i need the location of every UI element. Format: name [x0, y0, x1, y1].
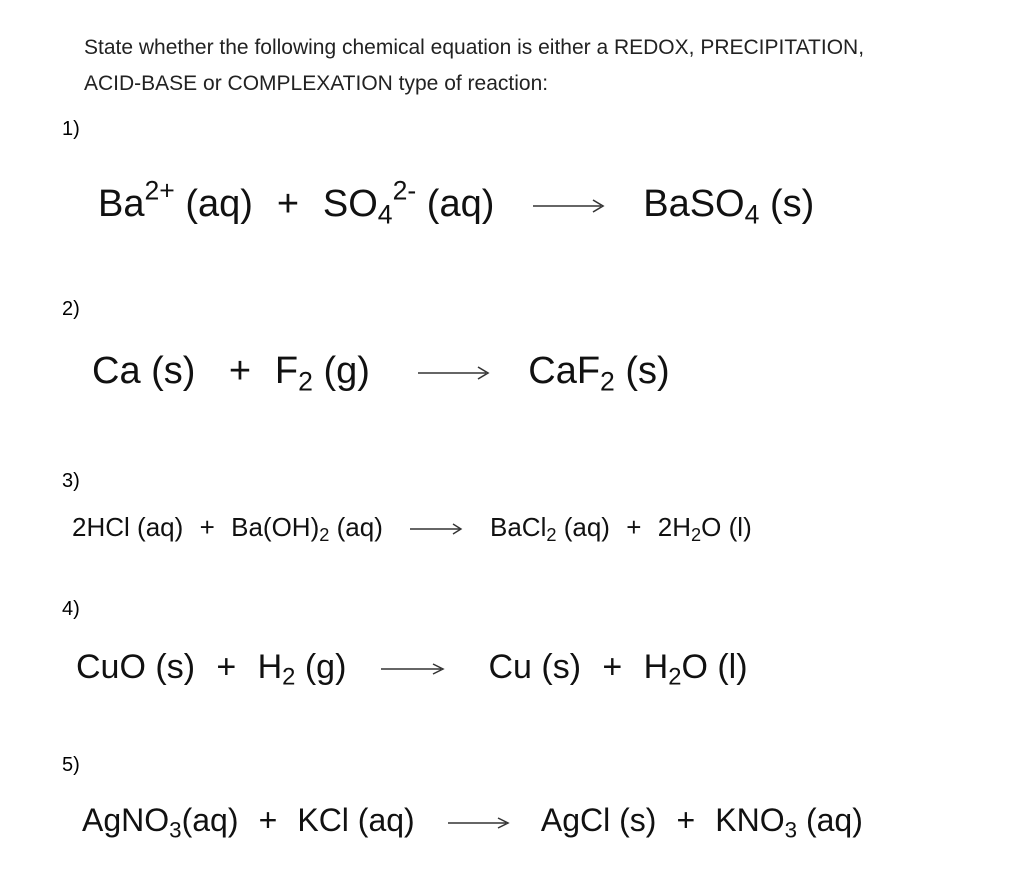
prompt-line-2: ACID-BASE or COMPLEXATION type of reaction: [84, 72, 549, 95]
species: CuO [76, 648, 146, 686]
species: $KNO_3$ [715, 802, 798, 843]
state-label: (s) [541, 648, 582, 686]
question-number-2: 2) [62, 298, 80, 320]
plus-sign: + [626, 512, 642, 542]
state-label: (s) [619, 802, 657, 838]
species: $H_2$ [257, 648, 296, 691]
state-label: (aq) [357, 802, 415, 838]
species: AgCl [540, 802, 611, 838]
prompt-line-1: State whether the following chemical equation is either a REDOX, PRECIPITATION, [84, 36, 865, 59]
equation-1 [98, 175, 815, 230]
question-prompt [84, 30, 864, 102]
question-number-3: 3) [62, 470, 80, 492]
plus-sign: + [676, 802, 696, 838]
state-label: (aq) [137, 512, 184, 542]
reaction-arrow-icon [444, 814, 514, 832]
species: BaCl$_2$ [489, 512, 557, 546]
equation-2 [92, 350, 670, 397]
reaction-arrow-icon [414, 363, 494, 383]
equation-3 [72, 512, 752, 546]
state-label: (s) [625, 350, 670, 392]
species: 2HCl [72, 512, 130, 542]
species: BaSO$_4$ [643, 183, 760, 230]
plus-sign: + [276, 183, 300, 225]
reaction-arrow-icon [377, 660, 449, 678]
question-number-4: 4) [62, 598, 80, 620]
species: Ca [92, 350, 141, 392]
plus-sign: + [258, 802, 278, 838]
plus-sign: + [216, 648, 237, 686]
state-label: (aq) [185, 183, 253, 225]
state-label: (aq) [426, 183, 495, 225]
state-label: (s) [155, 648, 196, 686]
state-label: (aq) [336, 512, 383, 542]
species: $SO_4^{2-}$ [322, 175, 417, 230]
species: $F_2$ [274, 350, 313, 397]
reaction-arrow-icon [529, 196, 609, 216]
question-number-5: 5) [62, 754, 80, 776]
state-label: (g) [304, 648, 347, 686]
species: $H_2O$ [643, 648, 708, 691]
equation-4 [76, 648, 748, 691]
state-label: (aq) [181, 802, 239, 838]
equation-5 [82, 802, 863, 843]
state-label: (g) [323, 350, 370, 392]
species: CaF$_2$ [528, 350, 615, 397]
species: Cu [488, 648, 532, 686]
species: $Ba(OH)_2$ [231, 512, 330, 546]
plus-sign: + [199, 512, 215, 542]
state-label: (s) [769, 183, 815, 225]
state-label: (l) [717, 648, 748, 686]
species: $2H_2O$ [657, 512, 722, 546]
species: KCl [297, 802, 349, 838]
state-label: (aq) [563, 512, 610, 542]
plus-sign: + [228, 350, 252, 392]
reaction-arrow-icon [406, 521, 466, 537]
question-number-1: 1) [62, 118, 80, 140]
state-label: (s) [151, 350, 196, 392]
species: $Ba^{2+}$ [98, 175, 175, 225]
species: AgNO$_3$ [82, 802, 182, 843]
state-label: (aq) [805, 802, 863, 838]
state-label: (l) [728, 512, 752, 542]
plus-sign: + [602, 648, 623, 686]
